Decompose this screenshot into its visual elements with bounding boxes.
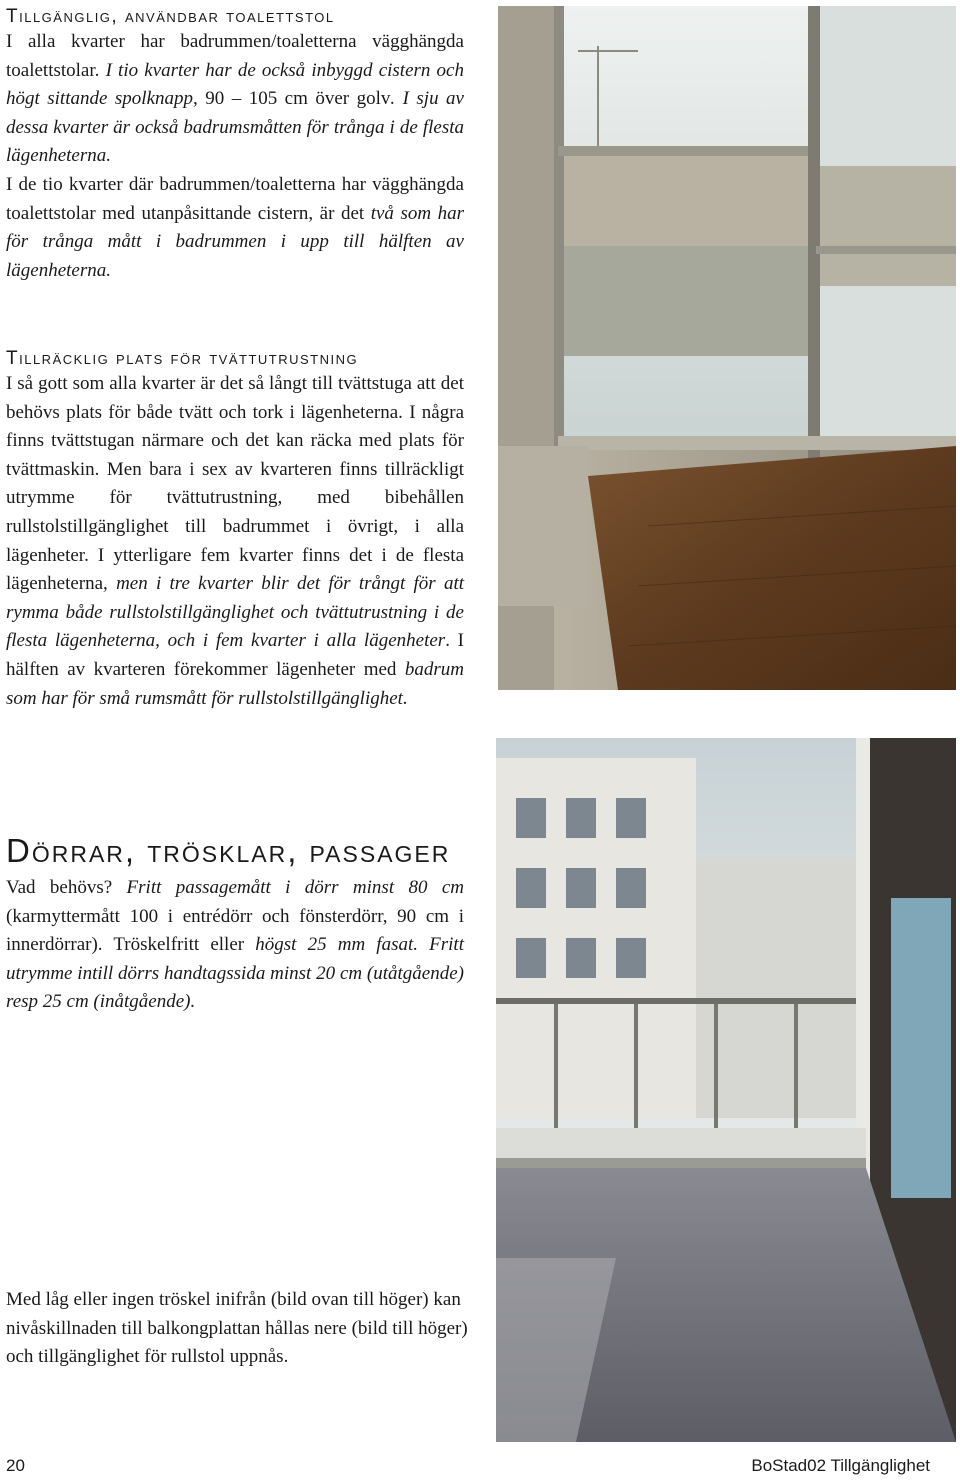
section-heading-toilet: Tillgänglig, användbar toalettstol [6,6,335,27]
section-heading-doors: Dörrar, trösklar, passager [6,832,451,869]
section-laundry [6,348,464,713]
photo-balcony-threshold-image [496,738,956,1442]
publication-title: BoStad02 Tillgänglighet [751,1456,930,1475]
photo-interior-floor [498,6,956,690]
photo-interior-floor-image [498,6,956,690]
paragraph-doors [6,874,464,1017]
photo-caption [6,1286,476,1372]
italic-text-run: badrum som har för små rumsmått för rullstolstillgänglighet. [6,658,464,709]
paragraph-toilet-1 [6,28,464,171]
text-run: 90 – 105 cm över golv [197,88,391,110]
text-run: I alla kvarter har badrummen/toaletterna vägghängda toalettstolar. [6,31,464,81]
italic-text-run: två som har för trånga mått i badrummen i upp till hälften av lägenheterna. [6,202,464,281]
italic-text-run: I tio kvarter har de också inbyggd cistern och högt sittande spolknapp, [6,59,464,110]
text-run: (karmyttermått 100 i entrédörr och fönsterdörr, 90 cm i innerdörrar). Tröskelfritt eller [6,905,464,956]
text-run: I de tio kvarter där badrummen/toaletterna har vägghängda toalettstolar med utanpåsittande cistern, är det [6,173,464,224]
italic-text-run: . I sju av dessa kvarter är också badrumsmåtten för trånga i de flesta lägenheterna. [6,88,464,167]
page-number: 20 [6,1456,25,1475]
italic-text-run: Fritt passagemått i dörr minst 80 cm [126,877,464,898]
italic-text-run: men i tre kvarter blir det för trångt för att rymma både rullstolstillgänglighet och tvättutrustning i de flesta lägenheterna, och i fem kvarter i alla lägenheter [6,573,465,652]
text-run: . I hälften av kvarteren förekommer lägenheter med [6,630,465,680]
section-doors [6,832,464,1017]
section-toilet [6,6,464,285]
paragraph-laundry [6,370,464,713]
text-run: Vad behövs? [6,877,127,898]
section-heading-laundry: Tillräcklig plats för tvättutrustning [6,348,359,369]
paragraph-toilet-2 [6,171,464,285]
text-run: I så gott som alla kvarter är det så långt till tvättstuga att det behövs plats för både tvätt och tork i lägenheterna. I några finns tvättstugan närmare och det kan räcka med plats för tvättmaskin. Men bara i sex av kvarteren finns tillräckligt utrymme för tvättutrustning, med bibehållen rullstolstillgänglighet till badrummet i övrigt, i alla lägenheter. I ytterligare fem kvarter finns det i de flesta lägenheterna, [6,373,464,595]
caption-text: Med låg eller ingen tröskel inifrån (bild ovan till höger) kan nivåskillnaden till balkongplattan hållas nere (bild till höger) och tillgänglighet för rullstol uppnås. [6,1289,468,1368]
italic-text-run: högst 25 mm fasat. Fritt utrymme intill dörrs handtagssida minst 20 cm (utåtgående) resp 25 cm (inåtgående). [6,934,464,1013]
photo-balcony-threshold [496,738,956,1442]
